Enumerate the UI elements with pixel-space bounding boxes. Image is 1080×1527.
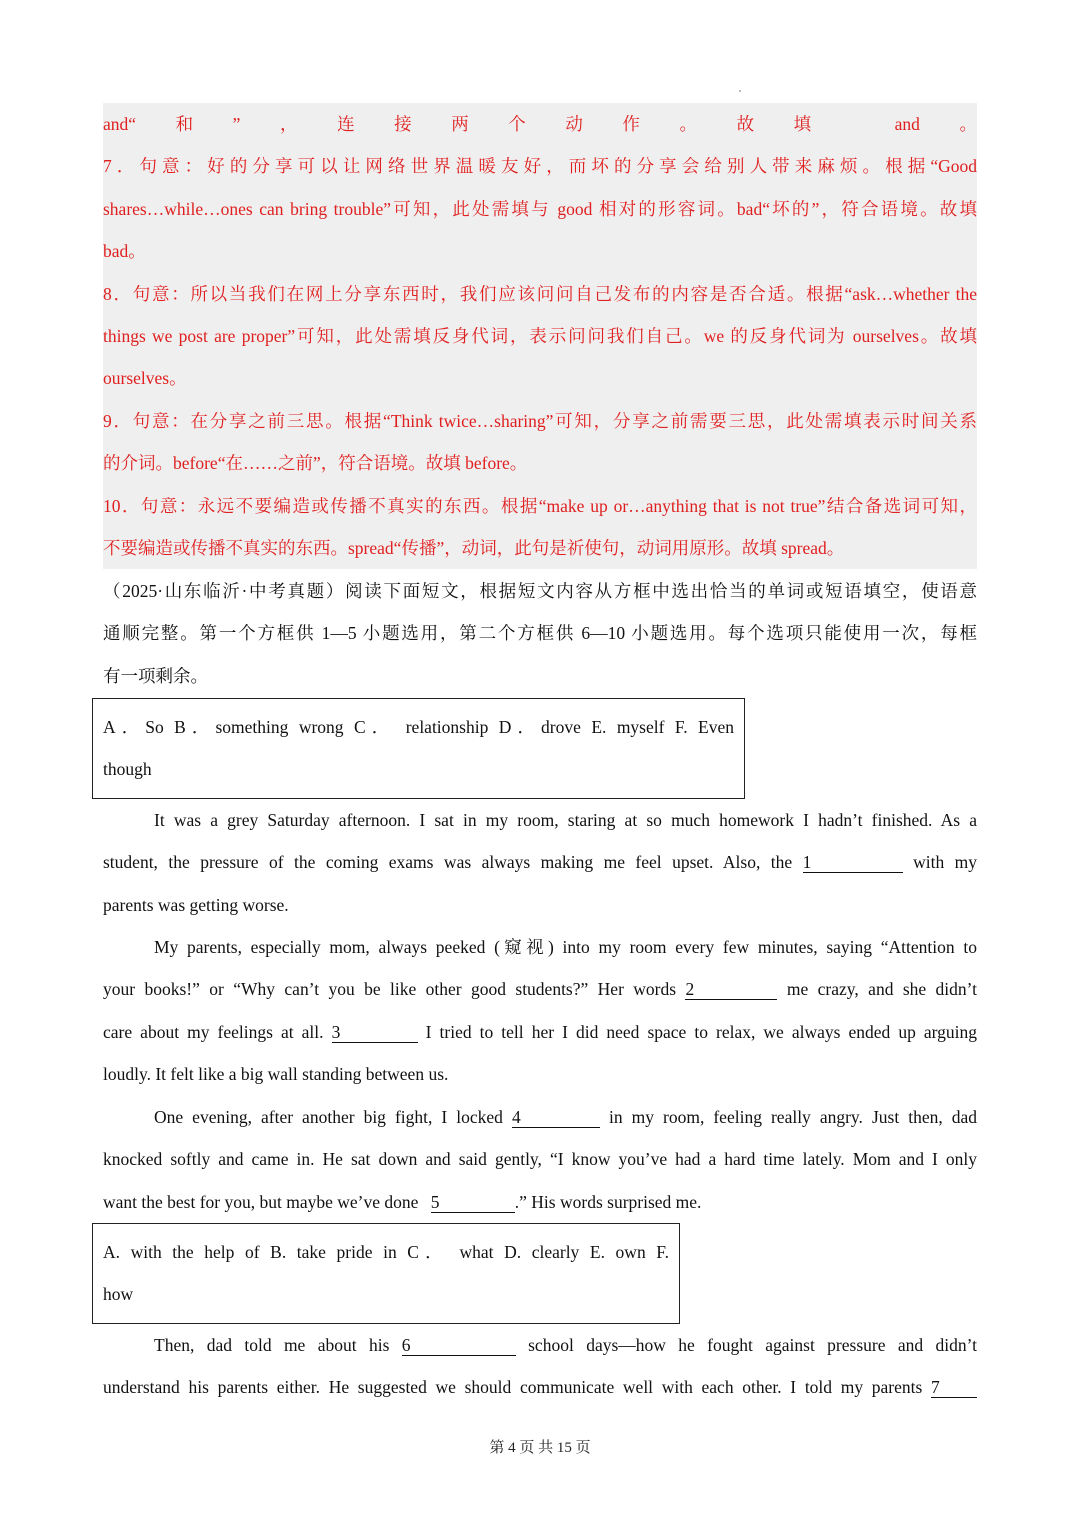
word-bank-2 [92, 1223, 680, 1324]
passage-text: understand his parents either. He suggested we should communicate well with each other. I told my parents [103, 1377, 923, 1398]
passage-line [103, 1324, 977, 1366]
passage-paragraph-4 [103, 1324, 977, 1409]
blank-7[interactable]: 7 [931, 1377, 977, 1398]
question-instructions [103, 570, 977, 697]
passage-line [103, 1011, 977, 1053]
answer-line: things we post are proper”可知，此处需填反身代词，表示问问我们自己。we 的反身代词为 ourselves。故填 [103, 325, 977, 346]
passage-text: One evening, after another big fight, I locked [154, 1107, 503, 1127]
answer-line: and“和”，连接两个动作。故填 and。 [103, 114, 977, 134]
instruction-line: （2025·山东临沂·中考真题）阅读下面短文，根据短文内容从方框中选出恰当的单词或短语填空，使语意 [103, 581, 977, 601]
passage-paragraph-1 [103, 799, 977, 926]
passage-text: me crazy, and she didn’t [786, 979, 978, 1000]
passage-text: student, the pressure of the coming exams was always making me feel upset. Also, the [103, 852, 793, 873]
scan-dot [739, 90, 741, 92]
passage-line [103, 1096, 977, 1138]
passage-line: parents was getting worse. [103, 894, 289, 915]
answer-line: 7．句意：好的分享可以让网络世界温暖友好，而坏的分享会给别人带来麻烦。根据“Good [103, 156, 977, 177]
word-bank-1 [92, 698, 745, 799]
passage-line: My parents, especially mom, always peeked (窥视) into my room every few minutes, saying “Attention to [154, 937, 977, 957]
passage-line [103, 1181, 977, 1223]
passage-text: in my room, feeling really angry. Just then, dad [608, 1107, 978, 1127]
passage-text: your books!” or “Why can’t you be like other good students?” Her words [103, 979, 677, 1000]
page-number: 第 4 页 共 15 页 [489, 1440, 591, 1456]
passage-line [103, 968, 977, 1010]
word-bank-options: A. with the help of B. take pride in C． what D. clearly E. own F. [103, 1242, 669, 1262]
word-bank-options: how [103, 1284, 134, 1305]
blank-6[interactable]: 6 [402, 1335, 516, 1356]
word-bank-options: A．So B．something wrong C． relationship D．drove E. myself F. Even [103, 717, 734, 737]
instruction-line: 通顺完整。第一个方框供 1—5 小题选用，第二个方框供 6—10 小题选用。每个选项只能使用一次，每框 [103, 623, 977, 644]
word-bank-options: though [103, 759, 152, 780]
blank-4[interactable]: 4 [512, 1107, 600, 1128]
answer-line: 10．句意：永远不要编造或传播不真实的东西。根据“make up or…anything that is not true”结合备选词可知， [103, 495, 977, 516]
passage-text: with my [913, 852, 978, 873]
answer-line: shares…while…ones can bring trouble”可知，此处需填与 good 相对的形容词。bad“坏的”，符合语境。故填 [103, 198, 977, 219]
answer-line: 8．句意：所以当我们在网上分享东西时，我们应该问问自己发布的内容是否合适。根据“ask…whether the [103, 283, 977, 304]
answer-line: ourselves。 [103, 368, 187, 389]
blank-3[interactable]: 3 [332, 1022, 418, 1043]
passage-text: school days—how he fought against pressure and didn’t [528, 1335, 977, 1355]
passage-paragraph-3 [103, 1096, 977, 1223]
answer-line: 不要编造或传播不真实的东西。spread“传播”，动词，此句是祈使句，动词用原形。故填 spread。 [103, 537, 845, 558]
answer-explanations [103, 103, 977, 569]
passage-paragraph-2 [103, 926, 977, 1096]
answer-line: 9．句意：在分享之前三思。根据“Think twice…sharing”可知，分享之前需要三思，此处需填表示时间关系 [103, 410, 977, 431]
passage-line [103, 841, 977, 883]
answer-line: 的介词。before“在……之前”，符合语境。故填 before。 [103, 453, 528, 474]
blank-5[interactable]: 5 [431, 1192, 515, 1213]
passage-text: care about my feelings at all. [103, 1021, 324, 1042]
passage-text: Then, dad told me about his [154, 1335, 390, 1355]
passage-line: loudly. It felt like a big wall standing between us. [103, 1064, 449, 1085]
instruction-line: 有一项剩余。 [103, 665, 208, 686]
answer-line: bad。 [103, 241, 146, 262]
blank-2[interactable]: 2 [685, 979, 777, 1000]
passage-line: It was a grey Saturday afternoon. I sat in my room, staring at so much homework I hadn’t finished. As a [154, 810, 977, 830]
passage-line [103, 1366, 977, 1408]
passage-line: knocked softly and came in. He sat down and said gently, “I know you’ve had a hard time lately. Mom and I only [103, 1149, 977, 1170]
passage-text: I tried to tell her I did need space to relax, we always ended up arguing [425, 1021, 978, 1042]
blank-1[interactable]: 1 [803, 852, 903, 873]
passage-text: .” His words surprised me. [514, 1191, 702, 1212]
passage-text: want the best for you, but maybe we’ve done [103, 1191, 419, 1212]
